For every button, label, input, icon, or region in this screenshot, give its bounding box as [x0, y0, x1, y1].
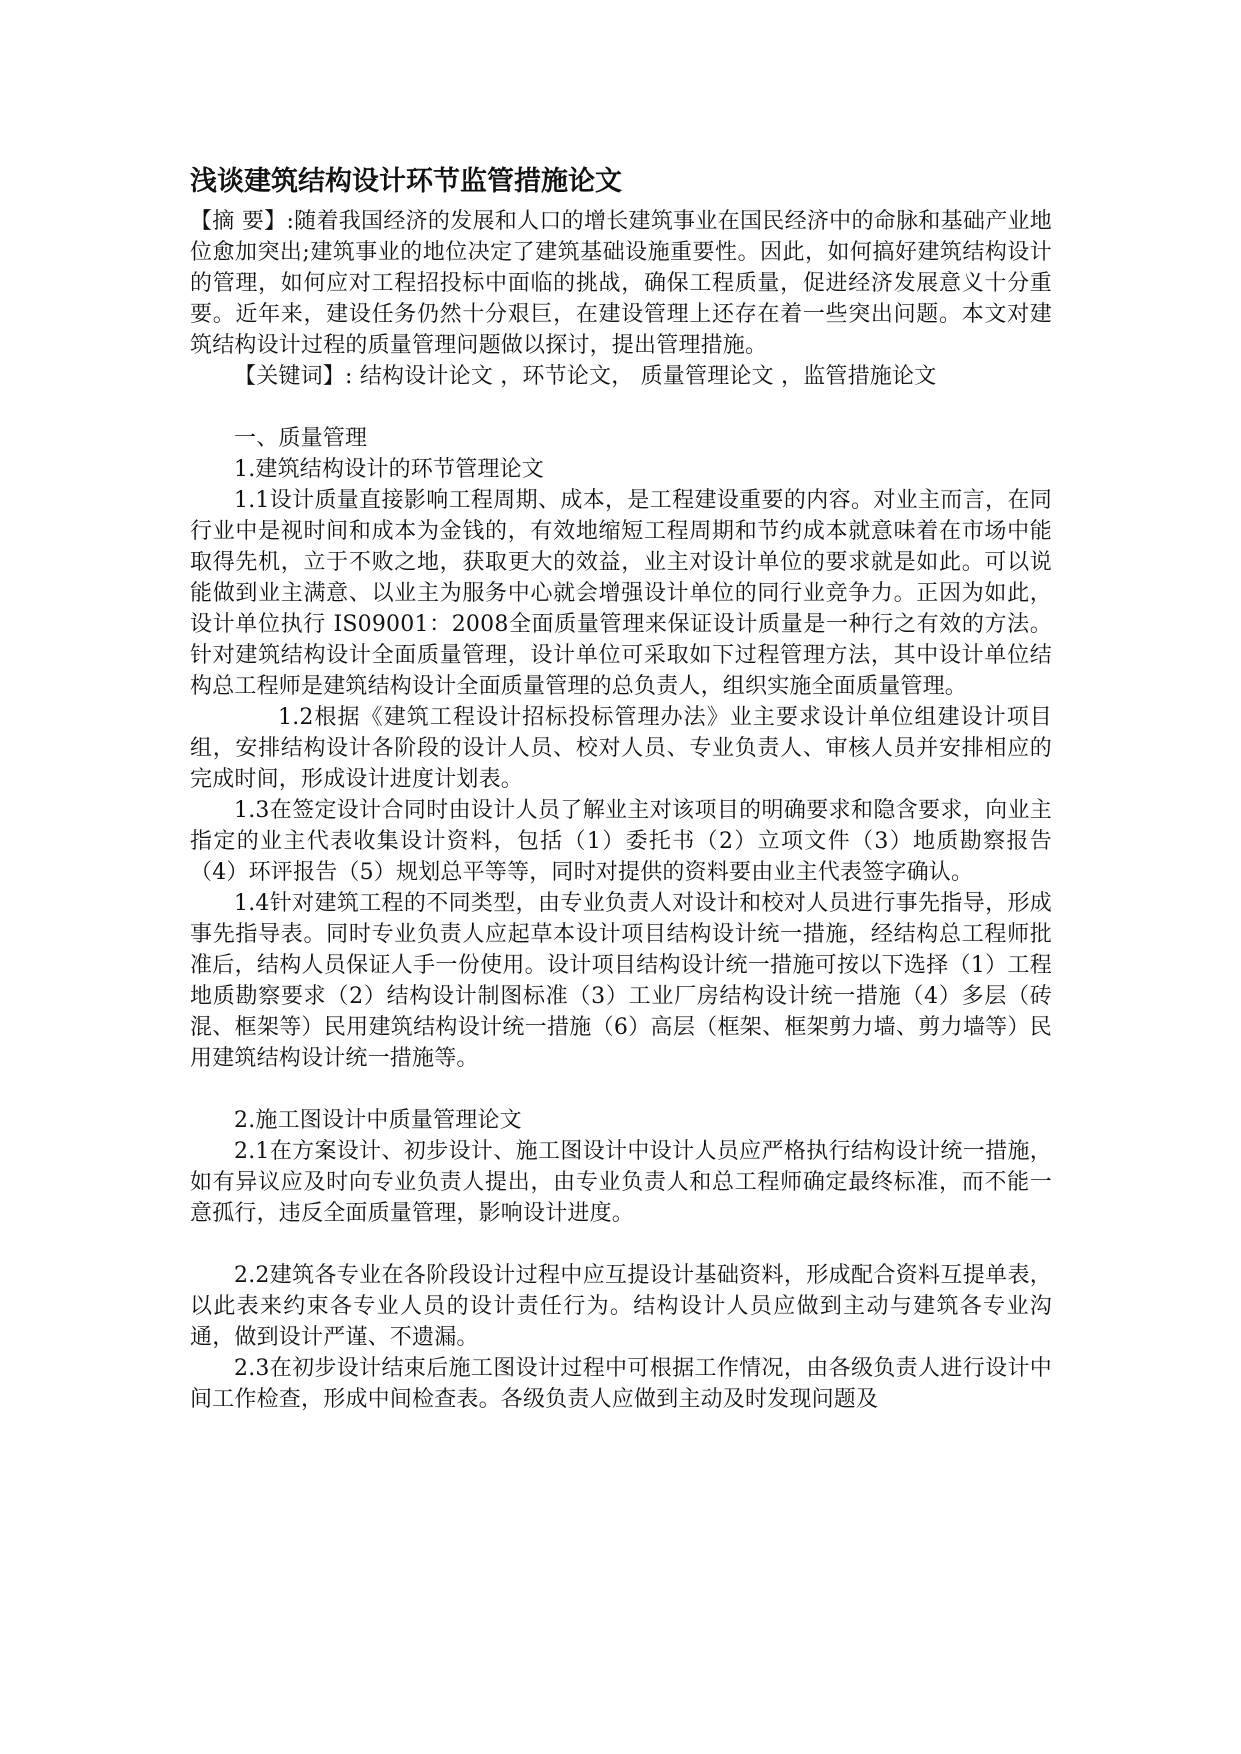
- abstract-paragraph: [190, 206, 1052, 361]
- page-title: 浅谈建筑结构设计环节监管措施论文: [190, 166, 622, 197]
- abstract-label: 【摘 要】:: [190, 209, 295, 234]
- keywords-paragraph: [190, 361, 1052, 392]
- section-heading-1: 一、质量管理: [234, 426, 368, 451]
- paragraph-2-1: 2.1在方案设计、初步设计、施工图设计中设计人员应严格执行结构设计统一措施，如有异议应及时向专业负责人提出，由专业负责人和总工程师确定最终标准，而不能一意孤行，违反全面质量管理，影响设计进度。: [190, 1139, 1052, 1226]
- keywords-label: 【关键词】:: [234, 364, 353, 389]
- paragraph-1-2: 1.2根据《建筑工程设计招标投标管理办法》业主要求设计单位组建设计项目组，安排结构设计各阶段的设计人员、校对人员、专业负责人、审核人员并安排相应的完成时间，形成设计进度计划表。: [190, 705, 1052, 792]
- subsection-heading-1: 1.建筑结构设计的环节管理论文: [234, 457, 544, 482]
- paragraph-2-3: 2.3在初步设计结束后施工图设计过程中可根据工作情况，由各级负责人进行设计中间工作检查，形成中间检查表。各级负责人应做到主动及时发现问题及: [190, 1356, 1052, 1412]
- subsection-heading-2: 2.施工图设计中质量管理论文: [234, 1108, 522, 1133]
- paragraph-1-3: 1.3在签定设计合同时由设计人员了解业主对该项目的明确要求和隐含要求，向业主指定的业主代表收集设计资料，包括（1）委托书（2）立项文件（3）地质勘察报告（4）环评报告（5）规划总平等等，同时对提供的资料要由业主代表签字确认。: [190, 798, 1052, 885]
- blank-line: [190, 392, 1052, 423]
- blank-line: [190, 1074, 1052, 1105]
- document-body: [190, 160, 1052, 1415]
- abstract-text: 随着我国经济的发展和人口的增长建筑事业在国民经济中的命脉和基础产业地位愈加突出;建筑事业的地位决定了建筑基础设施重要性。因此，如何搞好建筑结构设计的管理，如何应对工程招投标中面临的挑战，确保工程质量，促进经济发展意义十分重要。近年来，建设任务仍然十分艰巨，在建设管理上还存在着一些突出问题。本文对建筑结构设计过程的质量管理问题做以探讨，提出管理措施。: [190, 209, 1053, 358]
- paragraph-2-2: 2.2建筑各专业在各阶段设计过程中应互提设计基础资料，形成配合资料互提单表，以此表来约束各专业人员的设计责任行为。结构设计人员应做到主动与建筑各专业沟通，做到设计严谨、不遗漏。: [190, 1263, 1052, 1350]
- paragraph-1-4: 1.4针对建筑工程的不同类型，由专业负责人对设计和校对人员进行事先指导，形成事先指导表。同时专业负责人应起草本设计项目结构设计统一措施，经结构总工程师批准后，结构人员保证人手一份使用。设计项目结构设计统一措施可按以下选择（1）工程地质勘察要求（2）结构设计制图标准（3）工业厂房结构设计统一措施（4）多层（砖混、框架等）民用建筑结构设计统一措施（6）高层（框架、框架剪力墙、剪力墙等）民用建筑结构设计统一措施等。: [190, 891, 1052, 1071]
- blank-line: [190, 1229, 1052, 1260]
- paragraph-1-1: 1.1设计质量直接影响工程周期、成本，是工程建设重要的内容。对业主而言，在同行业中是视时间和成本为金钱的，有效地缩短工程周期和节约成本就意味着在市场中能取得先机，立于不败之地，获取更大的效益，业主对设计单位的要求就是如此。可以说能做到业主满意、以业主为服务中心就会增强设计单位的同行业竞争力。正因为如此，设计单位执行 IS09001：2008全面质量管理来保证设计质量是一种行之有效的方法。针对建筑结构设计全面质量管理，设计单位可采取如下过程管理方法，其中设计单位结构总工程师是建筑结构设计全面质量管理的总负责人，组织实施全面质量管理。: [190, 488, 1052, 699]
- keywords-text: 结构设计论文 ，环节论文， 质量管理论文 ，监管措施论文: [352, 364, 937, 389]
